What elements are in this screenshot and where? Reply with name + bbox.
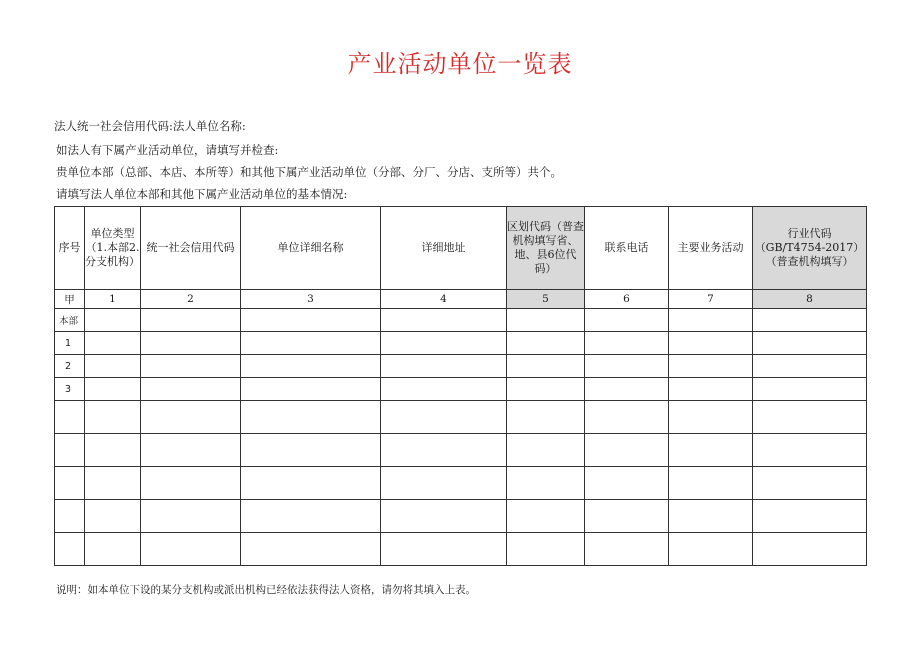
table-cell[interactable] bbox=[85, 533, 141, 566]
table-cell[interactable] bbox=[141, 434, 241, 467]
table-cell[interactable] bbox=[753, 533, 867, 566]
table-cell[interactable] bbox=[381, 533, 507, 566]
table-cell[interactable] bbox=[669, 355, 753, 378]
header-industry-code: 行业代码（GB/T4754-2017）（普查机构填写） bbox=[753, 207, 867, 290]
table-cell[interactable] bbox=[85, 467, 141, 500]
header-main-activity: 主要业务活动 bbox=[669, 207, 753, 290]
table-row bbox=[55, 500, 867, 533]
table-cell[interactable] bbox=[241, 332, 381, 355]
table-cell[interactable] bbox=[669, 378, 753, 401]
table-cell[interactable] bbox=[141, 401, 241, 434]
header-row bbox=[55, 207, 867, 290]
table-cell[interactable] bbox=[753, 467, 867, 500]
table-row-2 bbox=[55, 355, 867, 378]
table-cell[interactable] bbox=[55, 434, 85, 467]
table-cell[interactable] bbox=[381, 378, 507, 401]
units-table bbox=[54, 206, 867, 566]
table-cell[interactable] bbox=[381, 467, 507, 500]
table-cell[interactable] bbox=[85, 401, 141, 434]
table-cell[interactable] bbox=[55, 533, 85, 566]
intro-line-check: 如法人有下属产业活动单位，请填写并检查: bbox=[56, 143, 279, 157]
table-cell[interactable] bbox=[241, 434, 381, 467]
column-number: 5 bbox=[507, 290, 585, 309]
table-cell[interactable] bbox=[585, 309, 669, 332]
table-cell[interactable] bbox=[141, 309, 241, 332]
table-cell[interactable] bbox=[55, 500, 85, 533]
table-cell[interactable] bbox=[753, 500, 867, 533]
header-phone: 联系电话 bbox=[585, 207, 669, 290]
table-cell[interactable] bbox=[669, 434, 753, 467]
table-cell[interactable] bbox=[585, 332, 669, 355]
table-cell[interactable] bbox=[381, 332, 507, 355]
table-row-headquarters bbox=[55, 309, 867, 332]
column-number: 1 bbox=[85, 290, 141, 309]
table-cell[interactable] bbox=[85, 332, 141, 355]
intro-line-count: 贵单位本部（总部、本店、本所等）和其他下属产业活动单位（分部、分厂、分店、支所等）共个。 bbox=[56, 165, 562, 179]
table-cell[interactable] bbox=[585, 355, 669, 378]
table-cell[interactable] bbox=[753, 401, 867, 434]
table-cell[interactable] bbox=[241, 500, 381, 533]
table-cell[interactable] bbox=[241, 378, 381, 401]
column-number: 4 bbox=[381, 290, 507, 309]
table-cell[interactable] bbox=[507, 309, 585, 332]
column-number: 甲 bbox=[55, 290, 85, 309]
table-cell[interactable] bbox=[669, 467, 753, 500]
table-cell[interactable] bbox=[85, 355, 141, 378]
table-cell[interactable] bbox=[381, 309, 507, 332]
column-number-row bbox=[55, 290, 867, 309]
table-cell[interactable] bbox=[585, 467, 669, 500]
table-cell[interactable] bbox=[141, 332, 241, 355]
header-unit-name: 单位详细名称 bbox=[241, 207, 381, 290]
footnote: 说明：如本单位下设的某分支机构或派出机构已经依法获得法人资格，请勿将其填入上表。 bbox=[56, 584, 476, 596]
table-cell[interactable] bbox=[669, 500, 753, 533]
table-cell[interactable] bbox=[85, 500, 141, 533]
table-cell[interactable] bbox=[141, 467, 241, 500]
table-cell[interactable] bbox=[241, 355, 381, 378]
table-cell[interactable] bbox=[85, 378, 141, 401]
table-cell[interactable] bbox=[241, 309, 381, 332]
table-cell[interactable] bbox=[753, 309, 867, 332]
table-cell[interactable] bbox=[507, 332, 585, 355]
table-cell[interactable] bbox=[507, 401, 585, 434]
table-cell[interactable] bbox=[141, 533, 241, 566]
table-cell[interactable] bbox=[669, 401, 753, 434]
table-cell[interactable] bbox=[507, 467, 585, 500]
column-number: 2 bbox=[141, 290, 241, 309]
table-cell[interactable] bbox=[507, 533, 585, 566]
table-cell[interactable] bbox=[669, 533, 753, 566]
table-cell[interactable] bbox=[507, 434, 585, 467]
table-cell[interactable] bbox=[507, 500, 585, 533]
table-cell[interactable] bbox=[669, 332, 753, 355]
row-label-1: 1 bbox=[55, 332, 85, 355]
table-cell[interactable] bbox=[55, 467, 85, 500]
table-cell[interactable] bbox=[507, 355, 585, 378]
table-cell[interactable] bbox=[141, 500, 241, 533]
table-cell[interactable] bbox=[141, 355, 241, 378]
table-row bbox=[55, 533, 867, 566]
table-cell[interactable] bbox=[585, 533, 669, 566]
table-cell[interactable] bbox=[381, 355, 507, 378]
table-cell[interactable] bbox=[381, 434, 507, 467]
table-cell[interactable] bbox=[55, 401, 85, 434]
table-row-1 bbox=[55, 332, 867, 355]
table-row bbox=[55, 434, 867, 467]
table-cell[interactable] bbox=[753, 332, 867, 355]
table-cell[interactable] bbox=[381, 500, 507, 533]
column-number: 7 bbox=[669, 290, 753, 309]
table-cell[interactable] bbox=[85, 309, 141, 332]
page-title: 产业活动单位一览表 bbox=[347, 50, 573, 78]
row-label-3: 3 bbox=[55, 378, 85, 401]
header-region-code: 区划代码（普查机构填写省、地、县6位代码） bbox=[507, 207, 585, 290]
table-cell[interactable] bbox=[585, 378, 669, 401]
table-cell[interactable] bbox=[585, 401, 669, 434]
table-row bbox=[55, 467, 867, 500]
header-address: 详细地址 bbox=[381, 207, 507, 290]
table-cell[interactable] bbox=[381, 401, 507, 434]
column-number: 3 bbox=[241, 290, 381, 309]
intro-line-fill: 请填写法人单位本部和其他下属产业活动单位的基本情况: bbox=[56, 187, 348, 201]
table-row bbox=[55, 401, 867, 434]
table-row-3 bbox=[55, 378, 867, 401]
table-cell[interactable] bbox=[141, 378, 241, 401]
table-cell[interactable] bbox=[241, 533, 381, 566]
column-number: 8 bbox=[753, 290, 867, 309]
table-cell[interactable] bbox=[753, 378, 867, 401]
header-seq: 序号 bbox=[55, 207, 85, 290]
table-cell[interactable] bbox=[85, 434, 141, 467]
header-credit-code: 统一社会信用代码 bbox=[141, 207, 241, 290]
table-cell[interactable] bbox=[507, 378, 585, 401]
table-cell[interactable] bbox=[753, 434, 867, 467]
table-cell[interactable] bbox=[585, 434, 669, 467]
table-cell[interactable] bbox=[241, 467, 381, 500]
row-label-headquarters: 本部 bbox=[55, 309, 85, 332]
table-cell[interactable] bbox=[669, 309, 753, 332]
row-label-2: 2 bbox=[55, 355, 85, 378]
table-cell[interactable] bbox=[241, 401, 381, 434]
header-unit-type: 单位类型（1.本部2.分支机构） bbox=[85, 207, 141, 290]
intro-line-credit-code: 法人统一社会信用代码:法人单位名称: bbox=[54, 119, 246, 133]
table-cell[interactable] bbox=[753, 355, 867, 378]
column-number: 6 bbox=[585, 290, 669, 309]
table-cell[interactable] bbox=[585, 500, 669, 533]
